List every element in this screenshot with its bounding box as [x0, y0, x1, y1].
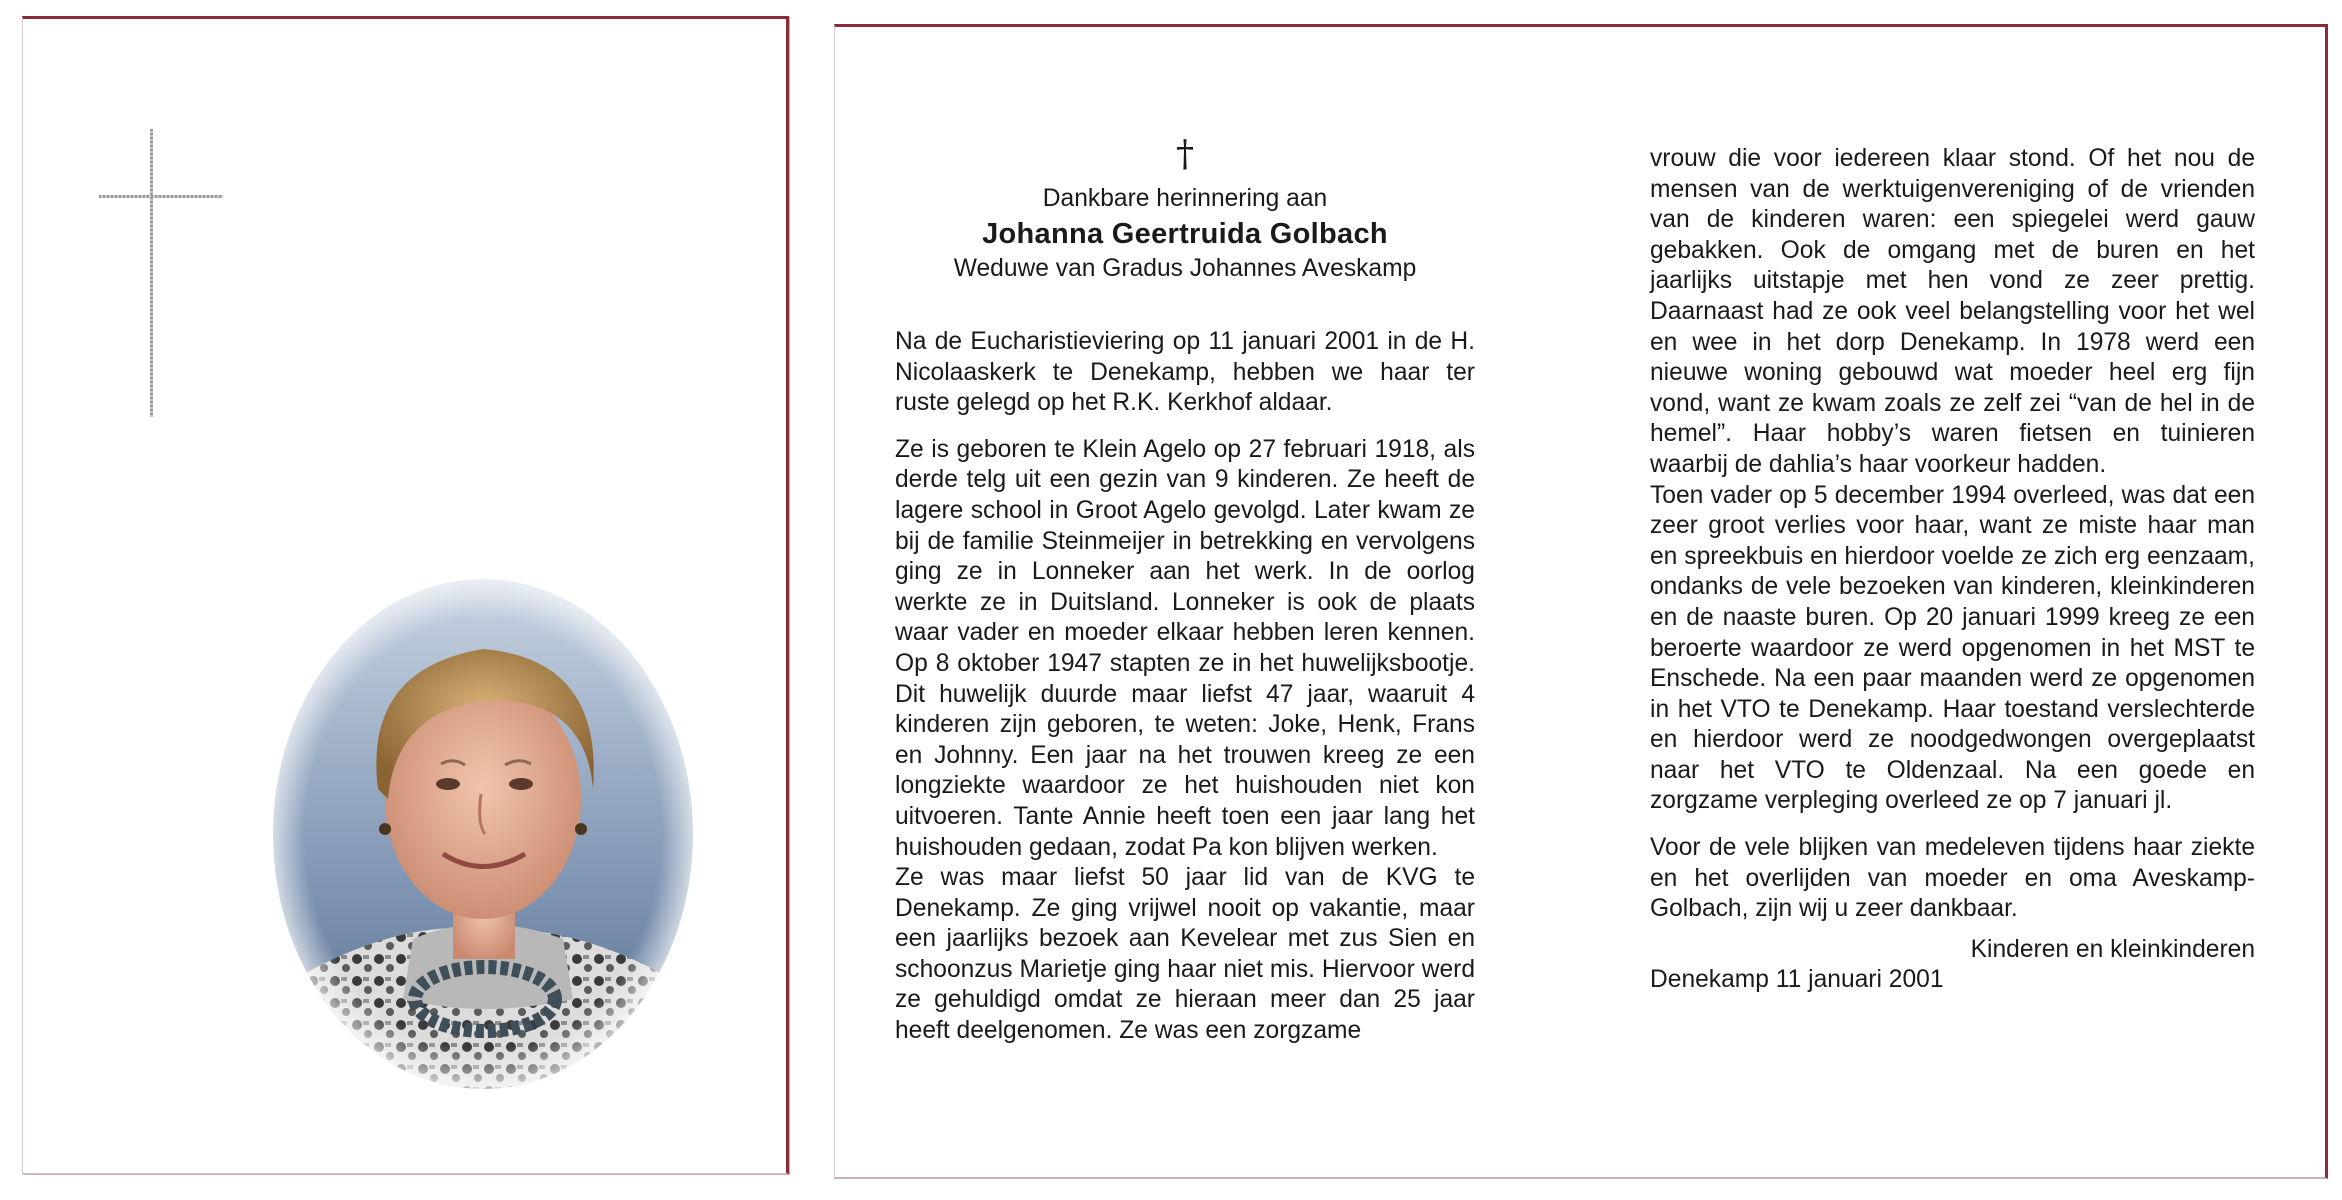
widow-subtitle: Weduwe van Gradus Johannes Aveskamp — [953, 255, 1417, 282]
funeral-paragraph: Na de Eucharistieviering op 11 januari 2001 in de H. Nicolaaskerk te Denekamp, hebben we haar ter ruste gelegd op het R.K. Kerkhof aldaar. — [895, 328, 1475, 417]
right-card-panel — [834, 24, 2328, 1179]
cross-vertical-bar — [150, 129, 153, 417]
signature-line: Kinderen en kleinkinderen — [1970, 935, 2255, 963]
biography-paragraph: Ze is geboren te Klein Agelo op 27 februari 1918, als derde telg uit een gezin van 9 kinderen. Ze heeft de lagere school in Groot Agelo gevolgd. Later kwam ze bij de familie Steinmeijer in betrekking en vervolgens ging ze in Lonneker aan het werk. In de oorlog werkte ze in Duitsland. Lonneker is ook de plaats waar vader en moeder elkaar hebben leren kennen. Op 8 oktober 1947 stapten ze in het huwelijksbootje. Dit huwelijk duurde maar liefst 47 jaar, waaruit 4 kinderen zijn geboren, te weten: Joke, Henk, Frans en Johnny. Een jaar na het trouwen kreeg ze een longziekte waardoor ze het huishouden niet kon uitvoeren. Tante Annie heeft toen een jaar lang het huishouden gedaan, zodat Pa kon blijven werken. — [895, 435, 1475, 861]
left-card-panel — [22, 16, 789, 1174]
kvg-paragraph: Ze was maar liefst 50 jaar lid van de KVG te Denekamp. Ze ging vrijwel nooit op vakantie, maar een jaarlijks bezoek aan Kevelear met zus Sien en schoonzus Marietje ging haar niet mis. Hiervoor werd ze gehuldigd omdat ze hieraan meer dan 25 jaar heeft deelgenomen. Ze was een zorgzame — [895, 864, 1475, 1045]
dedication-line: Dankbare herinnering aan — [1042, 185, 1328, 212]
dagger-icon: † — [1176, 134, 1194, 175]
right-text-column — [1650, 144, 2255, 996]
thanks-paragraph: Voor de vele blijken van medeleven tijdens haar ziekte en het overlijden van moeder en oma Aveskamp-Golbach, zijn wij u zeer dankbaar. — [1650, 834, 2255, 923]
cross-horizontal-bar — [99, 195, 223, 198]
card-header — [895, 135, 1475, 285]
left-text-column — [895, 327, 1475, 1047]
continuation-paragraph: vrouw die voor iedereen klaar stond. Of het nou de mensen van de werktuigenvereniging of de vrienden van de kinderen waren: een spiegelei werd gauw gebakken. Ook de omgang met de buren en het jaarlijks uitstapje met hen vond ze zeer prettig. Daarnaast had ze ook veel belangstelling voor het wel en wee in het dorp Denekamp. In 1978 werd een nieuwe woning gebouwd wat moeder heel erg fijn vond, want ze kwam zoals ze zelf zei “van de hel in de hemel”. Haar hobby’s waren fietsen en tuinieren waarbij de dahlia’s haar voorkeur hadden. — [1650, 145, 2255, 478]
final-years-paragraph: Toen vader op 5 december 1994 overleed, was dat een zeer groot verlies voor haar, want ze miste haar man en spreekbuis en hierdoor voelde ze zich erg eenzaam, ondanks de vele bezoeken van kinderen, kleinkinderen en de naaste buren. Op 20 januari 1999 kreeg ze een beroerte waardoor ze werd opgenomen in het MST te Enschede. Na een paar maanden werd ze opgenomen in het VTO te Denekamp. Haar toestand verslechterde en hierdoor werd ze noodgedwongen overgeplaatst naar het VTO te Oldenzaal. Na een goede en zorgzame verpleging overleed ze op 7 januari jl. — [1650, 481, 2255, 815]
deceased-name: Johanna Geertruida Golbach — [982, 218, 1388, 250]
place-date-line: Denekamp 11 januari 2001 — [1650, 966, 1944, 994]
portrait-photo — [263, 579, 703, 1109]
